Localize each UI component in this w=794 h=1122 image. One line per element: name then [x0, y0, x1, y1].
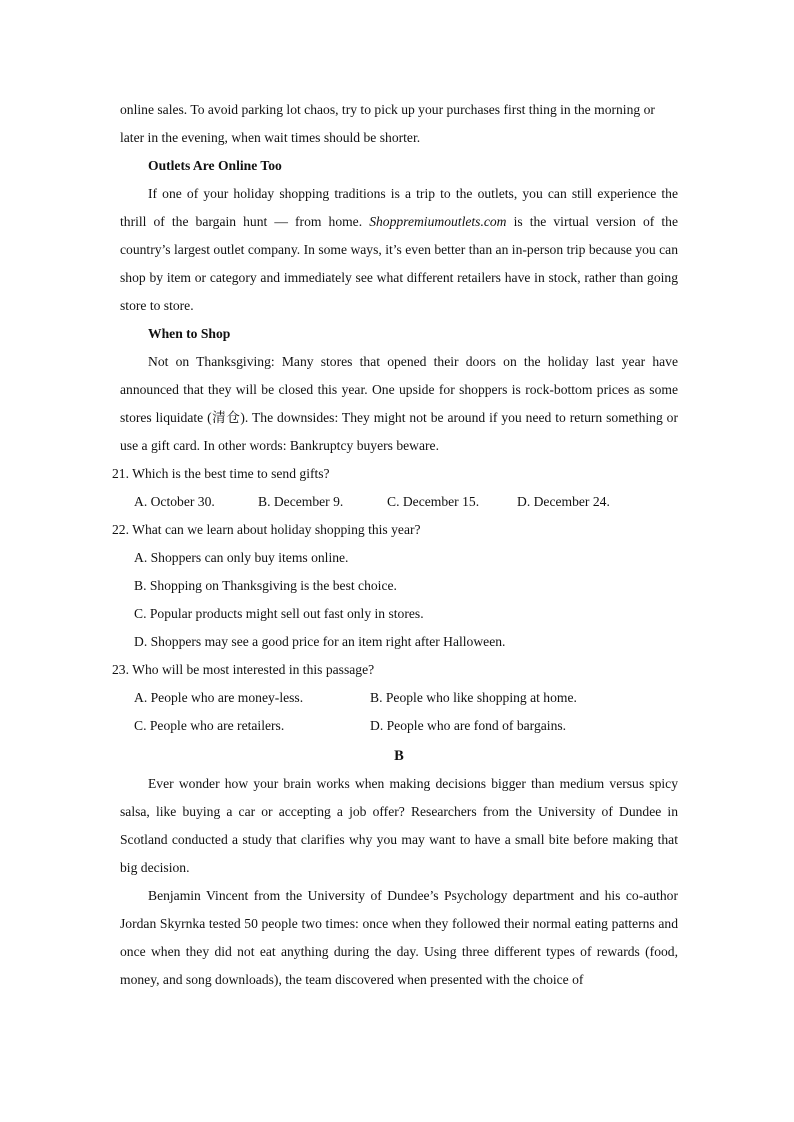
question-21-option-d: D. December 24.	[517, 494, 610, 509]
question-22-option-d: D. Shoppers may see a good price for an item right after Halloween.	[134, 634, 506, 649]
heading-when-to-shop: When to Shop	[148, 326, 231, 341]
question-21-options	[120, 488, 678, 516]
question-23-stem: 23. Who will be most interested in this passage?	[112, 662, 375, 677]
question-22-option-b: B. Shopping on Thanksgiving is the best choice.	[134, 578, 397, 593]
document-body	[112, 96, 678, 994]
question-22-option-c: C. Popular products might sell out fast only in stores.	[134, 606, 424, 621]
paragraph-outlets	[120, 180, 678, 320]
question-23-option-b: B. People who like shopping at home.	[370, 690, 577, 705]
question-23-option-c: C. People who are retailers.	[134, 718, 285, 733]
question-21-option-c: C. December 15.	[387, 494, 480, 509]
question-21-option-b: B. December 9.	[258, 494, 344, 509]
question-22-option-a: A. Shoppers can only buy items online.	[134, 550, 349, 565]
question-23-option-a: A. People who are money-less.	[134, 690, 304, 705]
section-b-title: B	[394, 748, 404, 764]
question-21-option-a: A. October 30.	[134, 494, 215, 509]
question-21-stem: 21. Which is the best time to send gifts?	[112, 466, 330, 481]
question-22-stem: 22. What can we learn about holiday shopping this year?	[112, 522, 421, 537]
question-23-options-row-1	[120, 684, 678, 712]
heading-outlets-online: Outlets Are Online Too	[148, 158, 282, 173]
question-23-option-d: D. People who are fond of bargains.	[370, 718, 567, 733]
paragraph-outlets-text-1: If one of your holiday shopping traditions is a trip to the outlets, you can still experience the thrill of the bargain hunt — from home.	[120, 186, 678, 229]
paragraph-outlets-text-2: is the virtual version of the country’s largest outlet company. In some ways, it’s even better than an in-person trip because you can shop by item or category and immediately see what different retailers have in stock, rather than going store to store.	[120, 214, 678, 313]
passage-a-continuation-line-1: online sales. To avoid parking lot chaos, try to pick up your purchases first thing in the morning or	[120, 102, 655, 117]
passage-a-continuation-line-2: later in the evening, when wait times should be shorter.	[120, 130, 421, 145]
paragraph-when-to-shop: Not on Thanksgiving: Many stores that opened their doors on the holiday last year have announced that they will be closed this year. One upside for shoppers is rock-bottom prices as some stores liquidate (清仓). The downsides: They might not be around if you need to return something or use a gift card. In other words: Bankruptcy buyers beware.	[120, 354, 678, 453]
question-23-options-row-2	[120, 712, 678, 740]
passage-b-paragraph-1: Ever wonder how your brain works when making decisions bigger than medium versus spicy salsa, like buying a car or accepting a job offer? Researchers from the University of Dundee in Scotland conducted a study that clarifies why you may want to have a small bite before making that big decision.	[120, 776, 678, 875]
passage-b-paragraph-2: Benjamin Vincent from the University of Dundee’s Psychology department and his co-author Jordan Skyrnka tested 50 people two times: once when they followed their normal eating patterns and once when they did not eat anything during the day. Using three different types of rewards (food, money, and song downloads), the team discovered when presented with the choice of	[120, 888, 678, 987]
outlet-website-name: Shoppremiumoutlets.com	[369, 214, 507, 229]
